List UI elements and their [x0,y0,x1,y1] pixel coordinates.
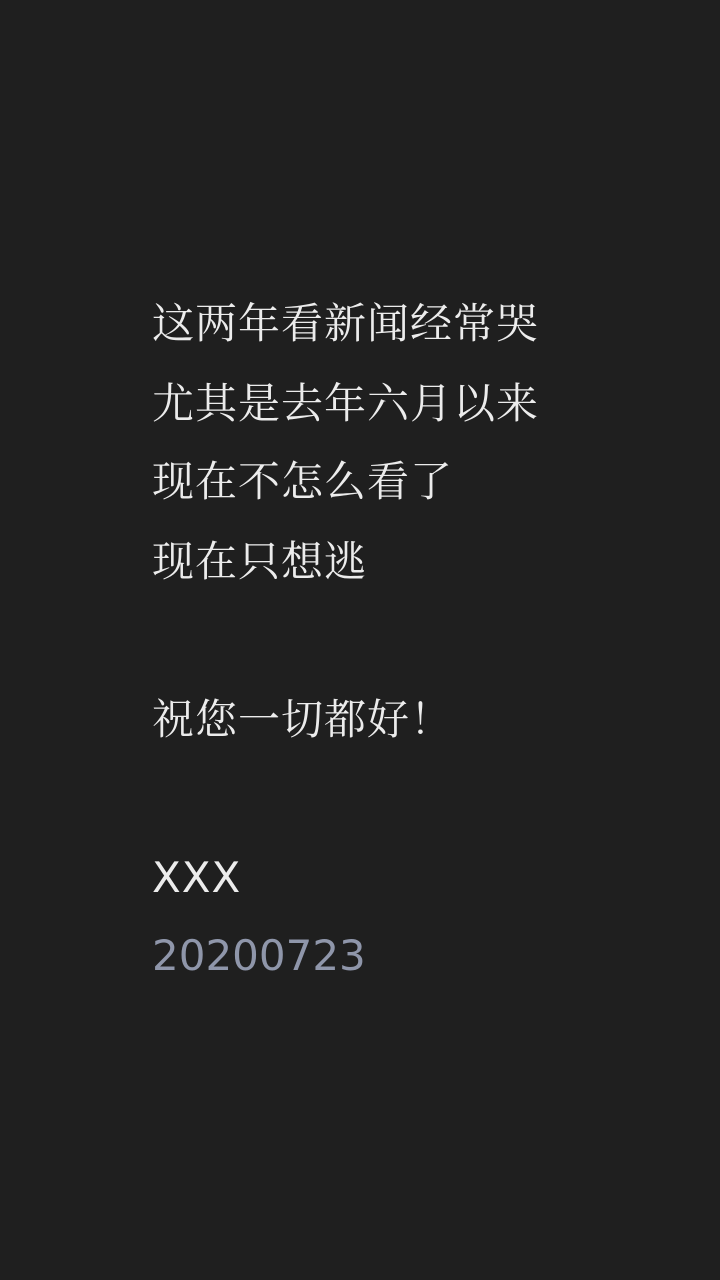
closing-line: 祝您一切都好！ [152,695,454,744]
message-line-4: 现在只想逃 [152,537,368,586]
signature: XXX [152,853,242,902]
date-link[interactable]: 20200723 [152,931,366,980]
message-line-3: 现在不怎么看了 [152,457,454,506]
message-line-2: 尤其是去年六月以来 [152,379,540,428]
message-line-1: 这两年看新闻经常哭 [152,299,540,348]
